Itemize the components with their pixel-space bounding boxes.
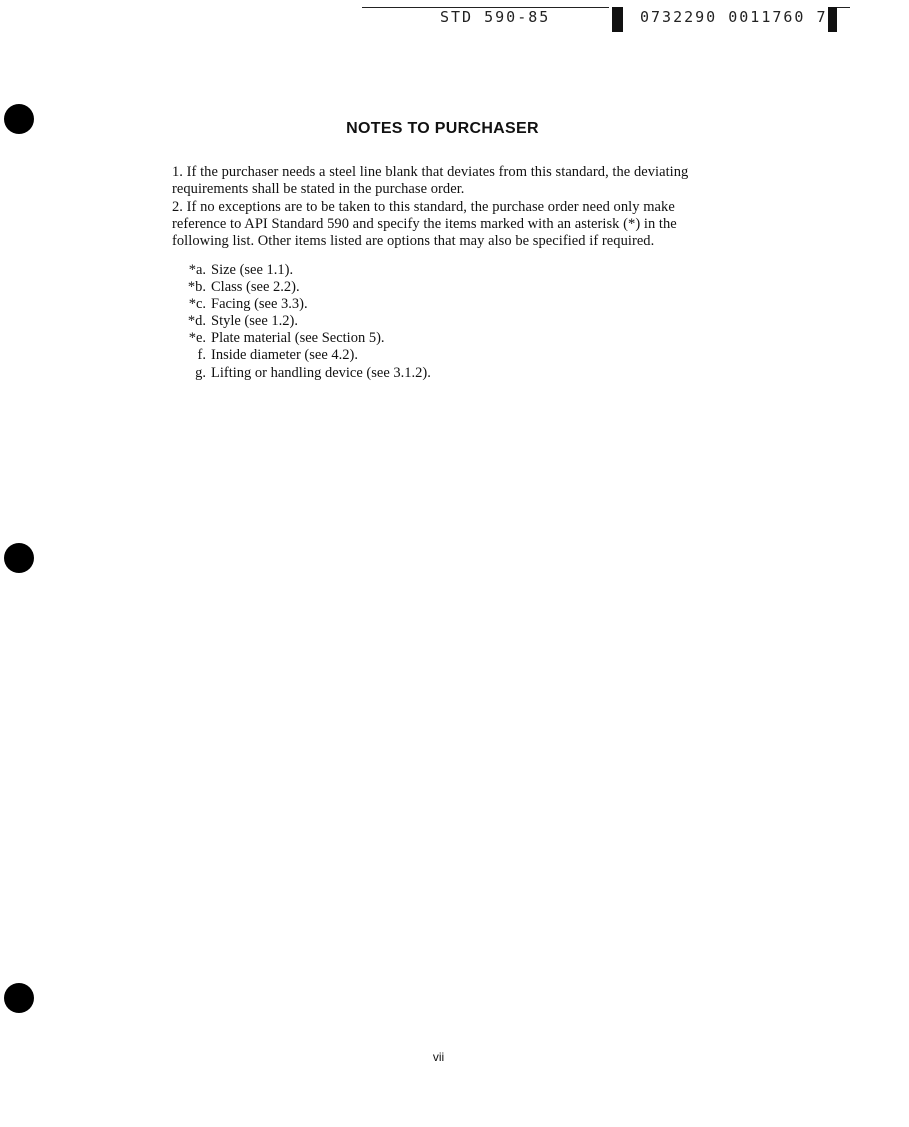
list-item-marker: *c. [188,296,206,313]
punch-hole-middle [4,543,34,573]
list-item [176,313,431,330]
header-rule-right [836,7,850,8]
header-bar-right [828,7,837,32]
list-item-marker: *a. [188,262,206,278]
page-number: vii [432,1050,445,1064]
list-item-text: Lifting or handling device (see 3.1.2). [211,364,431,381]
note-paragraph-2: 2. If no exceptions are to be taken to this standard, the purchase order need only make reference to API Standard 590 and specify the items marked with an asterisk (*) in the following list. Other items listed are options that may also be specified if required. [172,198,677,250]
list-item [176,365,431,382]
header-document-code: 0732290 0011760 7 [640,8,828,26]
list-item-marker: *d. [187,313,206,330]
list-item-text: Size (see 1.1). [211,262,294,278]
notes-body [172,164,732,250]
list-item [176,330,431,347]
page-title: NOTES TO PURCHASER [346,120,539,137]
list-item-text: Inside diameter (see 4.2). [211,347,358,364]
list-item-text: Style (see 1.2). [211,313,298,330]
list-item [176,347,431,364]
header-bar-left [612,7,623,32]
list-item-marker: *e. [188,330,206,347]
punch-hole-bottom [4,983,34,1013]
list-item [176,279,431,296]
list-item-text: Plate material (see Section 5). [211,330,385,347]
list-item [176,296,431,313]
list-item-text: Facing (see 3.3). [211,296,308,313]
list-item-marker: *b. [187,279,206,296]
list-item-marker: f. [197,347,206,364]
header-std-number: STD 590-85 [440,8,551,26]
list-item [176,262,431,279]
list-item-marker: g. [195,364,206,381]
note-paragraph-1: 1. If the purchaser needs a steel line blank that deviates from this standard, the deviating requirements shall be stated in the purchase order. [172,164,689,198]
list-item-text: Class (see 2.2). [211,279,300,296]
purchase-options-list [176,262,431,382]
